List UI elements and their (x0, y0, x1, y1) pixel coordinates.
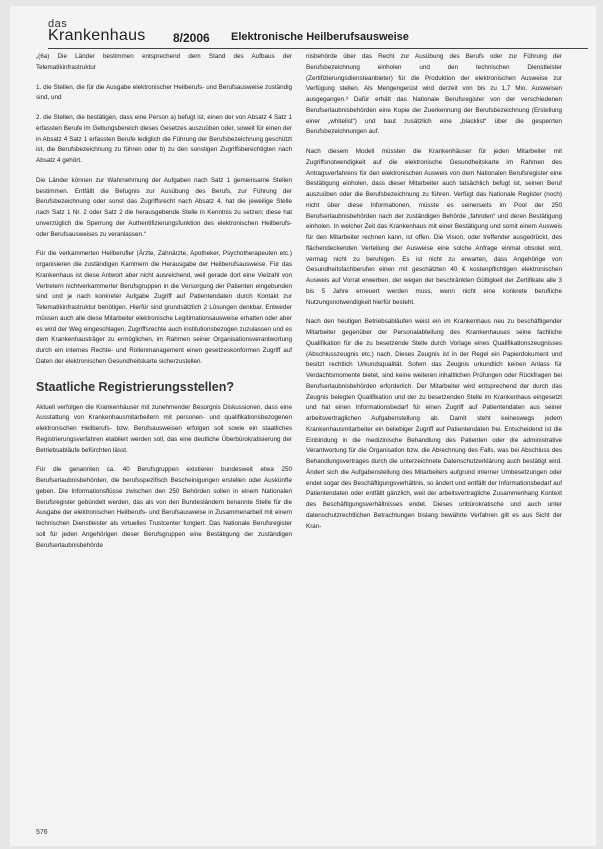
section-heading: Staatliche Registrierungsstellen? (36, 379, 234, 394)
paragraph: nisbehörde über das Recht zur Ausübung des Berufs oder zur Führung der Berufsbezeichnung einholen und den technischen Dienstleister (Zertifizierungsdiensteanbieter) für die Produktion der elektronischen Ausweise zur Verfügung stellen. Als Mengengerüst wird derzeit von bis zu 1,7 Mio. Ausweisen ausgegangen.³ Dafür erhält das Nationale Berufsregister von der verschiedenen Berufserlaubnisbehörden eine Kopie der Zuerkennung der Berufsbezeichnung (Erstellung einer „whitelist“) und baut zusätzlich eine „blacklist“ über die gesperrten Berufsbezeichnungen auf. (306, 53, 562, 136)
journal-logo: Krankenhaus (48, 27, 146, 44)
running-title: Elektronische Heilberufsausweise (231, 31, 409, 43)
header-rule (48, 48, 588, 49)
paragraph: Die Länder können zur Wahrnehmung der Aufgaben nach Satz 1 gemeinsame Stellen bestimmen. Entfällt die Befugnis zur Ausübung des Berufs, zur Führung der Berufsbezeichnung oder sonst das Zugriffsrecht nach Absatz 4, hat die jeweilige Stelle nach Satz 1 Nr. 2 oder Satz 2 die herausgebende Stelle in Kenntnis zu setzen; diese hat unverzüglich die Sperrung der Authentifizierungsfunktion des elektronischen Heilberufs- oder Berufsausweises zu veranlassen.“ (36, 176, 292, 238)
paragraph: Für die genannten ca. 40 Berufsgruppen existieren bundesweit etwa 250 Berufserlaubnisbehörden, die berufsspezifisch Bescheinigungen erstellen oder Auskünfte geben. Die Informationsflüsse zwischen den 250 Behörden sollen in einem Nationalen Berufsregister gebündelt werden, das als von den Bundesländern benannte Stelle für die Ausgabe der elektronischen Heilberufs- und Berufsausweise in Zusammenarbeit mit einem technischen Dienstleister als virtuelles Trustcenter fungiert. Das Nationale Berufsregister soll für jeden Angehörigen dieser Berufsgruppen eine Bestätigung der zuständigen Berufserlaubnisbehörde (36, 466, 292, 549)
paragraph: Für die verkammerten Heilberufler (Ärzte, Zahnärzte, Apotheker, Psychotherapeuten etc.) organisieren die zuständigen Kammern die Herausgabe der Heilberufsausweise. Für das Krankenhaus ist diese Antwort aber nicht ausreichend, weil gerade dort eine Vielzahl von Vertretern nichtverkammerter Berufsgruppen in die Versorgung der Patienten eingebunden sind und je nach konkreter Aufgabe Zugriff auf Patientendaten durch Kontakt zur Telematikinfrastruktur benötigen. Hierfür sind grundsätzlich 2 Lösungen denkbar. Entweder müssen auch alle diese Mitarbeiter elektronische Legitimationsausweise erhalten oder aber es wird der Weg eingeschlagen, Zugriffsrechte auch institutionsbezogen zuzulassen und es dem Krankenhausträger zu ermöglichen, im Rahmen seiner Organisationsverantwortung durch ein internes Rechte- und Rollenmanagement einen gesetzeskonformen Zugriff auf Daten der elektronischen Gesundheitskarte sicherzustellen. (36, 250, 292, 365)
paragraph: Aktuell verfolgen die Krankenhäuser mit zunehmender Besorgnis Diskussionen, dass eine Ausstattung von Krankenhausmitarbeitern mit personen- und qualifikationsbezogenen elektronischen Heilberufs- bzw. Berufsausweisen erfolgen soll sowie ein staatliches Registrierungsverfahren etabliert werden soll, das eine deutliche Überbürokratisierung der Betriebsabläufe befürchten lässt. (36, 403, 292, 454)
paragraph: „(6a) Die Länder bestimmen entsprechend dem Stand des Aufbaus der Telematikinfrastruktur (36, 53, 292, 71)
paragraph: Nach diesem Modell müssten die Krankenhäuser für jeden Mitarbeiter mit Zugriffsnotwendigkeit auf die elektronische Gesundheitskarte im Rahmen des Antragsverfahrens für den elektronischen Ausweis von dem Nationalen Berufsregister eine Bestätigung einholen, dass dieser Mitarbeiter auch tatsächlich befugt ist, seinen Beruf auszuüben oder die Berufsbezeichnung zu führen. Verfügt das Nationale Register (noch) nicht über diese Informationen, müsste es seinerseits im Pool der 250 Berufserlaubnisbehörden nach der zuständigen Behörde „fahnden“ und deren Bestätigung einholen. In welcher Zeit das Krankenhaus mit einer Bestätigung und somit einem Ausweis für den Mitarbeiter rechnen kann, ist offen. Die Vision, oder treffender ausgedrückt, des flächendeckenden Verteilung der Ausweise eine solche Anfrage einmal obsolet wird, vermag nicht zu beruhigen. Es ist nicht zu erwarten, dass Angehörige von Gesundheitsfachberufen einen mit geschätzten 40 € kostenpflichtigen elektronischen Ausweis auf Vorrat erwerben, der wegen der beschränkten Gültigkeit der Zertifikate alle 3 bis 5 Jahre erneuert werden muss, wenn nicht eine konkrete berufliche Nutzungsnotwendigkeit hierfür besteht. (306, 148, 562, 306)
issue-number: 8/2006 (173, 31, 210, 45)
page-number: 576 (36, 829, 48, 836)
paragraph: 2. die Stellen, die bestätigen, dass eine Person a) befugt ist, einen der von Absatz 4 Satz 1 erfassten Berufe im Geltungsbereich dieses Gesetzes auszuüben oder, soweit für einen der in Absatz 4 Satz 1 erfassten Berufe lediglich die Führung der Berufsbezeichnung geschützt ist, die Berufsbezeichnung zu führen oder b) zu den sonstigen Zugriffsberechtigten nach Absatz 4 gehört. (36, 114, 292, 164)
paragraph: 1. die Stellen, die für die Ausgabe elektronischer Heilberufs- und Berufsausweise zuständig sind, und (36, 83, 292, 102)
journal-logo-prefix: das (48, 18, 68, 30)
left-column (36, 52, 292, 560)
paragraph: Nach den heutigen Betriebsabläufen weist ein im Krankenhaus neu zu beschäftigender Mitarbeiter gegenüber der Personalabteilung des Krankenhauses seine fachliche Qualifikation für die zu besetzende Stelle durch Vorlage eines Qualifikationszeugnisses (Abschlusszeugnis etc.) nach. Dieses Zeugnis ist in der Regel ein Papierdokument und besitzt rechtlich Urkundsqualität. Sofern das Zeugnis urkundlich keinen Anlass für Verdachtsmomente bietet, sind keine weiteren inhaltlichen Prüfungen oder Rückfragen bei Berufserlaubnisbehörden erforderlich. Der Mitarbeiter wird entsprechend der durch das Zeugnis belegten Qualifikation und der zu besetzenden Stelle im Krankenhaus eingesetzt und hat einen Informationsbedarf für einen Zugriff auf Patientendaten aus seiner arbeitsvertraglichen Aufgabenstellung ab. Damit steht keineswegs jedem Krankenhausmitarbeiter ein beliebiger Zugriff auf Patientendaten frei. Entscheidend ist die Einbindung in die medizinische Behandlung des Patienten oder die administrative Verantwortung für die Organisation bzw. die Abrechnung des Falls, was bei Abschluss des Behandlungsvertrages durch die unterzeichnete Datenschutzerklärung auch bestätigt wird. Ändert sich die Aufgabenstellung des Mitarbeiters aufgrund interner Umbesetzungen oder endet sogar des Beschäftigungsverhältnis, so ändert und entfällt der Informationsbedarf auf Patientendaten oder entfällt gänzlich, weil der arbeitsvertragliche Zusammenhang Kontext des Beschäftigungsverhältnisses endet. Dieses unbürokratische und auch unter datenschutzrechtlichen Betrachtungen bislang bewährte Verfahren gilt es aus Sicht der Kran- (306, 318, 562, 530)
page-header (48, 18, 588, 48)
right-column (306, 52, 562, 541)
